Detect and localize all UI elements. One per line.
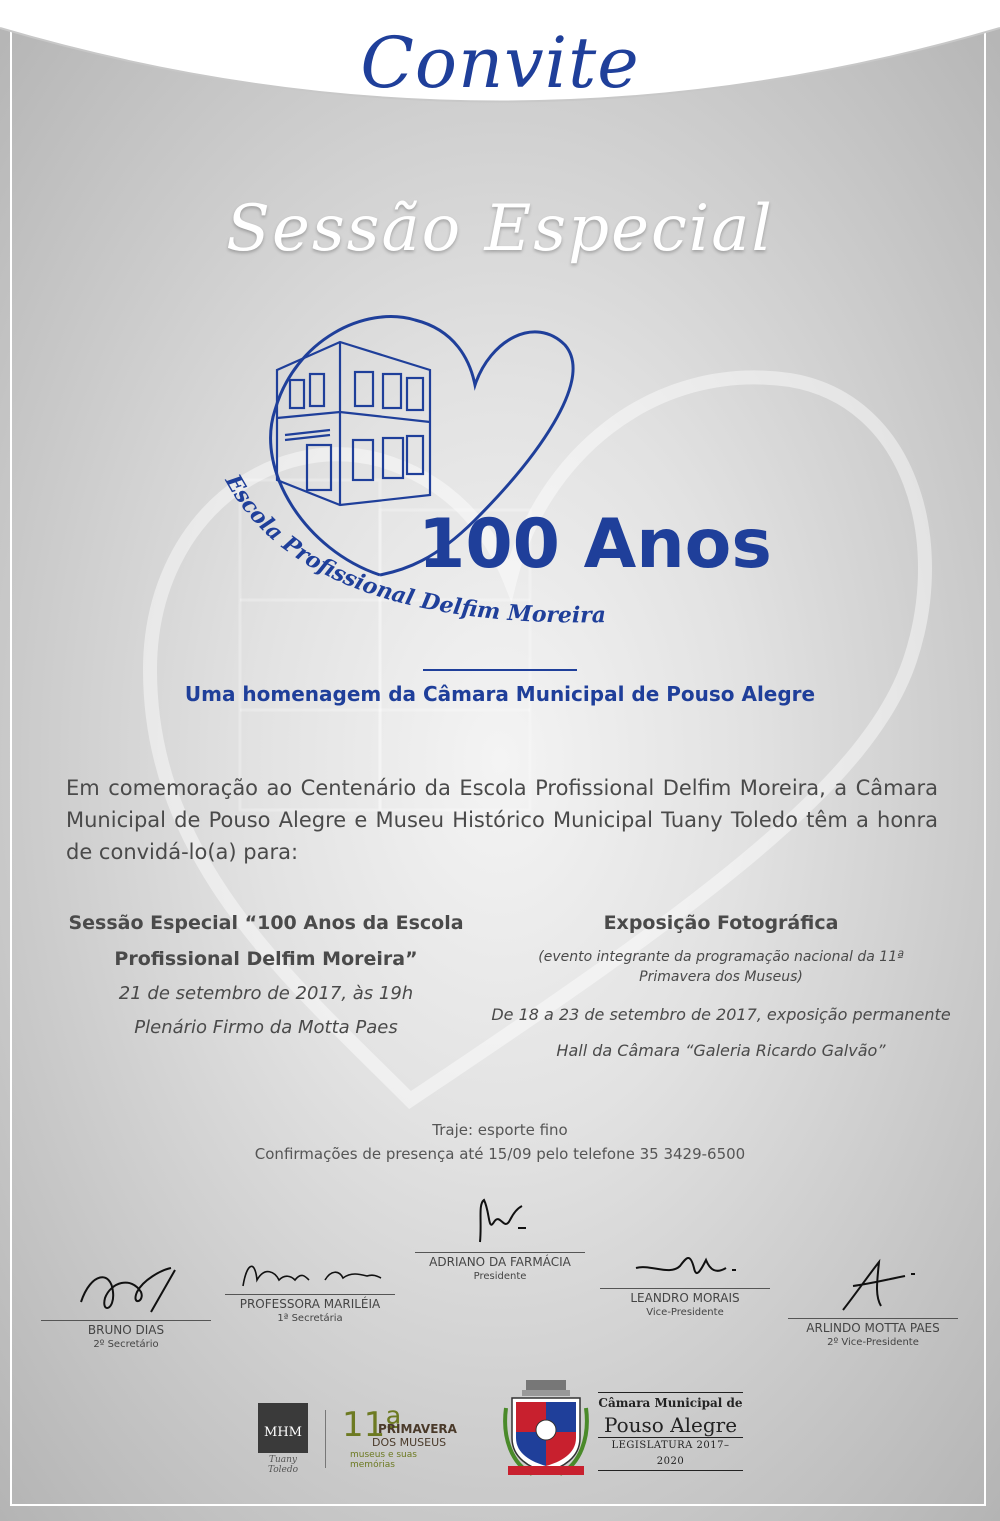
- signer-name: ARLINDO MOTTA PAES: [806, 1321, 940, 1335]
- exhibition-note: [490, 947, 952, 987]
- camara-logo: [598, 1392, 743, 1471]
- signer-role: 2º Secretário: [93, 1339, 159, 1350]
- signature-bruno: [41, 1262, 211, 1351]
- signer-name: ADRIANO DA FARMÁCIA: [429, 1255, 571, 1269]
- page-subtitle: Sessão Especial: [226, 192, 774, 266]
- camara-line1: Câmara Municipal de: [598, 1396, 743, 1410]
- primavera-logo: [342, 1405, 462, 1470]
- mhm-logo: [258, 1403, 308, 1475]
- exhibition-note-line1: (evento integrante da programação nacional da 11ª: [538, 949, 904, 965]
- event-exhibition: [490, 905, 952, 1069]
- camara-line2: Pouso Alegre: [603, 1413, 738, 1437]
- signer-role: Vice-Presidente: [646, 1307, 724, 1318]
- signer-name: BRUNO DIAS: [87, 1323, 165, 1337]
- signature-leandro: [600, 1246, 770, 1319]
- signer-role: 1ª Secretária: [277, 1313, 343, 1324]
- dress-rsvp: [0, 1118, 1000, 1166]
- signer-role: 2º Vice-Presidente: [827, 1337, 919, 1348]
- dress-code: Traje: esporte fino: [432, 1121, 568, 1139]
- camara-line3: LEGISLATURA 2017–2020: [611, 1440, 730, 1467]
- page-title: Convite: [360, 22, 640, 104]
- signature-icon: [823, 1256, 923, 1316]
- homage-text: Uma homenagem da Câmara Municipal de Pouso Alegre: [184, 682, 816, 706]
- anniversary-text: 100 Anos: [418, 505, 772, 584]
- signature-arlindo: [788, 1256, 958, 1349]
- intro-paragraph: Em comemoração ao Centenário da Escola Profissional Delfim Moreira, a Câmara Municipal de Pouso Alegre e Museu Histórico Municipal Tuany Toledo têm a honra de convidá-lo(a) para:: [66, 776, 938, 864]
- signer-role: Presidente: [473, 1271, 527, 1282]
- rsvp-info: Confirmações de presença até 15/09 pelo telefone 35 3429-6500: [254, 1145, 746, 1163]
- signature-icon: [460, 1192, 540, 1250]
- session-date: 21 de setembro de 2017, às 19h: [118, 983, 414, 1004]
- logo-divider: [325, 1410, 326, 1468]
- primavera-line1: PRIMAVERA: [378, 1422, 457, 1436]
- exhibition-date: De 18 a 23 de setembro de 2017, exposição permanente: [491, 1005, 951, 1024]
- signer-name: LEANDRO MORAIS: [630, 1291, 740, 1305]
- session-title-line2: Profissional Delfim Moreira”: [114, 948, 418, 970]
- mhm-logo-box: MHM: [258, 1403, 308, 1453]
- exhibition-note-line2: Primavera dos Museus): [639, 969, 803, 985]
- primavera-line3: museus e suas memórias: [350, 1450, 417, 1470]
- coat-of-arms-icon: [502, 1378, 590, 1478]
- arc-school-name: Escola Profissional Delfim Moreira: [219, 469, 607, 629]
- building-heart-logo: [215, 300, 805, 680]
- signature-icon: [630, 1246, 740, 1286]
- signature-icon: [71, 1262, 181, 1318]
- session-title-line1: Sessão Especial “100 Anos da Escola: [68, 912, 464, 934]
- signature-adriano: [415, 1192, 585, 1283]
- signer-name: PROFESSORA MARILÉIA: [239, 1297, 381, 1311]
- mhm-logo-sub: Tuany Toledo: [267, 1455, 299, 1475]
- signature-icon: [235, 1252, 385, 1292]
- event-session: [60, 905, 472, 1045]
- primavera-line2: DOS MUSEUS: [372, 1436, 447, 1449]
- exhibition-title: Exposição Fotográfica: [603, 912, 839, 934]
- session-place: Plenário Firmo da Motta Paes: [134, 1017, 398, 1038]
- signature-marileia: [225, 1252, 395, 1325]
- exhibition-place: Hall da Câmara “Galeria Ricardo Galvão”: [556, 1041, 886, 1060]
- primavera-number: 11ª: [342, 1405, 402, 1445]
